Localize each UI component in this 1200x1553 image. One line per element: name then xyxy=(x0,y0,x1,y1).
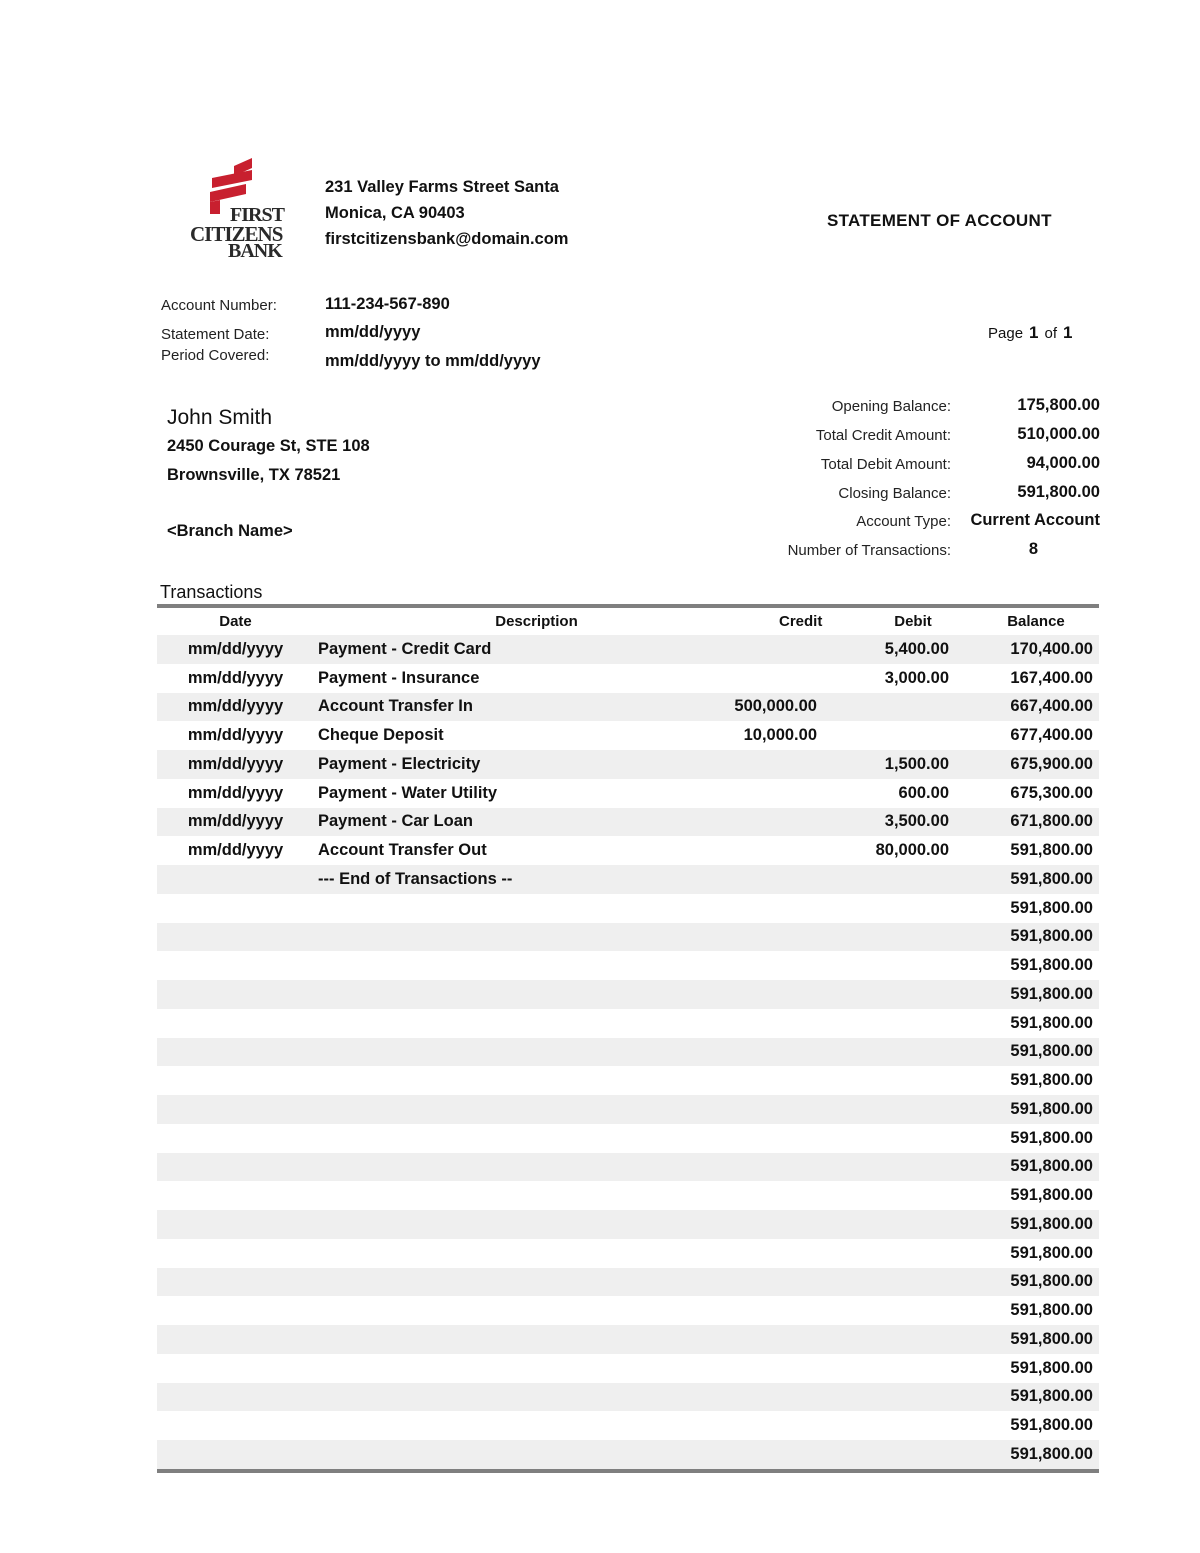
cell-balance: 677,400.00 xyxy=(1010,726,1093,745)
cell-balance: 591,800.00 xyxy=(1010,984,1093,1003)
table-row xyxy=(157,1440,1099,1469)
cell-balance: 591,800.00 xyxy=(1010,956,1093,975)
cell-balance: 591,800.00 xyxy=(1010,1013,1093,1032)
cell-debit: 1,500.00 xyxy=(884,754,949,773)
period-covered-value: mm/dd/yyyy to mm/dd/yyyy xyxy=(325,352,541,370)
table-row xyxy=(157,664,1099,693)
cell-description: Payment - Electricity xyxy=(318,754,481,773)
summary-row xyxy=(700,398,1100,422)
table-row xyxy=(157,1411,1099,1440)
cell-balance: 591,800.00 xyxy=(1010,898,1093,917)
cell-description: --- End of Transactions -- xyxy=(318,869,513,888)
table-row xyxy=(157,1153,1099,1182)
cell-date: mm/dd/yyyy xyxy=(187,812,284,831)
customer-address-line1: 2450 Courage St, STE 108 xyxy=(167,437,370,455)
table-body xyxy=(157,635,1099,1469)
summary-row xyxy=(700,456,1100,480)
table-row xyxy=(157,779,1099,808)
table-row xyxy=(157,865,1099,894)
cell-balance: 591,800.00 xyxy=(1010,1099,1093,1118)
summary-label: Total Debit Amount: xyxy=(820,456,951,473)
table-row xyxy=(157,1095,1099,1124)
table-row xyxy=(157,1181,1099,1210)
cell-balance: 591,800.00 xyxy=(1010,869,1093,888)
cell-description: Account Transfer Out xyxy=(318,841,487,860)
bank-address xyxy=(325,174,568,252)
summary-label: Opening Balance: xyxy=(831,398,951,415)
cell-balance: 591,800.00 xyxy=(1010,1387,1093,1406)
cell-balance: 591,800.00 xyxy=(1010,1071,1093,1090)
transactions-table xyxy=(157,604,1099,1473)
table-row xyxy=(157,836,1099,865)
page-of-label: of xyxy=(1044,325,1058,342)
cell-debit: 3,000.00 xyxy=(884,668,949,687)
cell-balance: 591,800.00 xyxy=(1010,1444,1093,1463)
cell-balance: 591,800.00 xyxy=(1010,1157,1093,1176)
summary-value: 8 xyxy=(1028,540,1038,558)
table-row xyxy=(157,951,1099,980)
table-row xyxy=(157,980,1099,1009)
table-row xyxy=(157,1383,1099,1412)
summary-label: Account Type: xyxy=(856,513,951,530)
table-bottom-rule xyxy=(157,1469,1099,1473)
cell-balance: 591,800.00 xyxy=(1010,1301,1093,1320)
summary-row xyxy=(700,542,1100,566)
summary-row xyxy=(700,513,1100,537)
table-row xyxy=(157,1009,1099,1038)
summary-label: Number of Transactions: xyxy=(787,542,951,559)
table-row xyxy=(157,1066,1099,1095)
logo-word-first: FIRST xyxy=(230,204,284,226)
summary-label: Closing Balance: xyxy=(838,485,951,502)
cell-date: mm/dd/yyyy xyxy=(187,668,284,687)
table-row xyxy=(157,1354,1099,1383)
bank-logo xyxy=(188,158,292,264)
cell-balance: 591,800.00 xyxy=(1010,1416,1093,1435)
page-indicator xyxy=(988,323,1079,343)
account-number-label: Account Number: xyxy=(161,297,277,314)
cell-debit: 3,500.00 xyxy=(884,812,949,831)
cell-date: mm/dd/yyyy xyxy=(187,783,284,802)
cell-date: mm/dd/yyyy xyxy=(187,697,284,716)
table-row xyxy=(157,808,1099,837)
cell-credit: 500,000.00 xyxy=(734,697,817,716)
bank-email-link[interactable]: firstcitizensbank@domain.com xyxy=(325,230,569,248)
column-header-description: Description xyxy=(495,613,578,630)
cell-debit: 5,400.00 xyxy=(884,639,949,658)
branch-name: <Branch Name> xyxy=(167,522,293,540)
cell-date: mm/dd/yyyy xyxy=(187,754,284,773)
table-row xyxy=(157,1268,1099,1297)
cell-balance: 591,800.00 xyxy=(1010,1042,1093,1061)
cell-date: mm/dd/yyyy xyxy=(187,841,284,860)
cell-description: Payment - Water Utility xyxy=(318,783,498,802)
table-row xyxy=(157,1296,1099,1325)
cell-balance: 591,800.00 xyxy=(1010,841,1093,860)
column-header-date: Date xyxy=(219,613,252,630)
cell-balance: 167,400.00 xyxy=(1010,668,1093,687)
cell-balance: 170,400.00 xyxy=(1010,639,1093,658)
summary-value: 591,800.00 xyxy=(1017,483,1100,501)
table-row xyxy=(157,750,1099,779)
customer-name: John Smith xyxy=(167,406,273,429)
bank-address-line: Monica, CA 90403 xyxy=(325,204,465,222)
account-number-value: 111-234-567-890 xyxy=(325,295,450,313)
cell-balance: 671,800.00 xyxy=(1010,812,1093,831)
cell-credit: 10,000.00 xyxy=(743,726,817,745)
statement-date-label: Statement Date: xyxy=(161,326,270,343)
summary-value: 510,000.00 xyxy=(1017,425,1100,443)
table-row xyxy=(157,923,1099,952)
cell-balance: 591,800.00 xyxy=(1010,1358,1093,1377)
cell-balance: 675,900.00 xyxy=(1010,754,1093,773)
cell-description: Payment - Insurance xyxy=(318,668,480,687)
table-row xyxy=(157,1325,1099,1354)
cell-debit: 80,000.00 xyxy=(875,841,949,860)
cell-balance: 591,800.00 xyxy=(1010,1243,1093,1262)
cell-debit: 600.00 xyxy=(898,783,949,802)
cell-balance: 591,800.00 xyxy=(1010,1214,1093,1233)
page-label: Page xyxy=(988,325,1024,342)
summary-label: Total Credit Amount: xyxy=(815,427,951,444)
transactions-caption: Transactions xyxy=(160,582,263,602)
page-total: 1 xyxy=(1063,323,1073,342)
cell-description: Payment - Car Loan xyxy=(318,812,473,831)
table-row xyxy=(157,1038,1099,1067)
summary-row xyxy=(700,485,1100,509)
table-row xyxy=(157,1239,1099,1268)
customer-address-line2: Brownsville, TX 78521 xyxy=(167,466,341,484)
column-header-debit: Debit xyxy=(894,613,932,630)
summary-row xyxy=(700,427,1100,451)
column-header-balance: Balance xyxy=(1007,613,1065,630)
statement-date-value: mm/dd/yyyy xyxy=(325,323,421,341)
cell-balance: 591,800.00 xyxy=(1010,1186,1093,1205)
cell-description: Payment - Credit Card xyxy=(318,639,492,658)
summary-value: Current Account xyxy=(970,511,1100,529)
summary-value: 94,000.00 xyxy=(1026,454,1100,472)
logo-word-bank: BANK xyxy=(228,240,282,262)
document-title: STATEMENT OF ACCOUNT xyxy=(827,211,1052,230)
table-row xyxy=(157,693,1099,722)
cell-description: Cheque Deposit xyxy=(318,726,444,745)
table-row xyxy=(157,1210,1099,1239)
cell-balance: 667,400.00 xyxy=(1010,697,1093,716)
cell-balance: 591,800.00 xyxy=(1010,1272,1093,1291)
cell-balance: 591,800.00 xyxy=(1010,1128,1093,1147)
cell-balance: 591,800.00 xyxy=(1010,927,1093,946)
table-row xyxy=(157,635,1099,664)
summary-value: 175,800.00 xyxy=(1017,396,1100,414)
logo-word-citizens: CITIZENS xyxy=(190,222,283,246)
table-row xyxy=(157,1124,1099,1153)
cell-date: mm/dd/yyyy xyxy=(187,726,284,745)
table-row xyxy=(157,894,1099,923)
cell-balance: 675,300.00 xyxy=(1010,783,1093,802)
table-header xyxy=(157,608,1099,635)
column-header-credit: Credit xyxy=(779,613,823,630)
cell-date: mm/dd/yyyy xyxy=(187,639,284,658)
cell-description: Account Transfer In xyxy=(318,697,473,716)
page-current: 1 xyxy=(1029,323,1039,342)
period-covered-label: Period Covered: xyxy=(161,347,270,364)
bank-address-line: 231 Valley Farms Street Santa xyxy=(325,178,559,196)
cell-balance: 591,800.00 xyxy=(1010,1329,1093,1348)
table-row xyxy=(157,721,1099,750)
